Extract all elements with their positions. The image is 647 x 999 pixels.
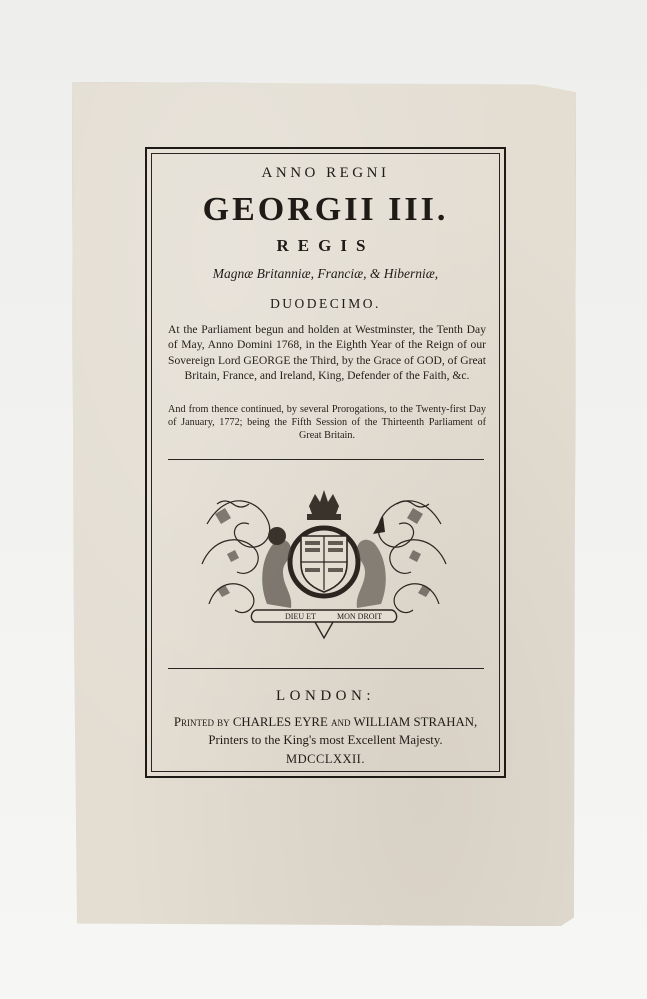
heading-regis: REGIS xyxy=(276,236,375,255)
motto-right: MON DROIT xyxy=(337,612,383,621)
heading-anno-regni: ANNO REGNI xyxy=(261,165,390,181)
motto-left: DIEU ET xyxy=(285,612,316,621)
divider-bottom xyxy=(168,668,484,669)
imprint-printers: Printed by CHARLES EYRE and WILLIAM STRAHAN, xyxy=(173,715,478,729)
heading-realms: Magnæ Britanniæ, Franciæ, & Hiberniæ, xyxy=(212,266,439,281)
parliament-paragraph: At the Parliament begun and holden at Westminster, the Tenth Day of May, Anno Domini 1768, in the Eighth Year of the Reign of our Sovereign Lord GEORGE the Third, by the Grace of GOD, of Great Britain, France, and Ireland, King, Defender of the Faith, &c. xyxy=(168,323,486,383)
prorogation-paragraph: And from thence continued, by several Prorogations, to the Twenty-first Day of January, 1772; being the Fifth Session of the Thirteenth Parliament of Great Britain. xyxy=(168,404,486,442)
imprint-place: LONDON: xyxy=(276,688,375,704)
heading-georgii: GEORGII III. xyxy=(202,191,449,228)
imprint-year: MDCCLXXII. xyxy=(286,752,365,766)
divider-top xyxy=(168,459,484,460)
heading-duodecimo: DUODECIMO. xyxy=(270,296,381,311)
imprint-majesty: Printers to the King's most Excellent Majesty. xyxy=(208,733,443,747)
royal-coat-of-arms-icon xyxy=(197,484,451,644)
